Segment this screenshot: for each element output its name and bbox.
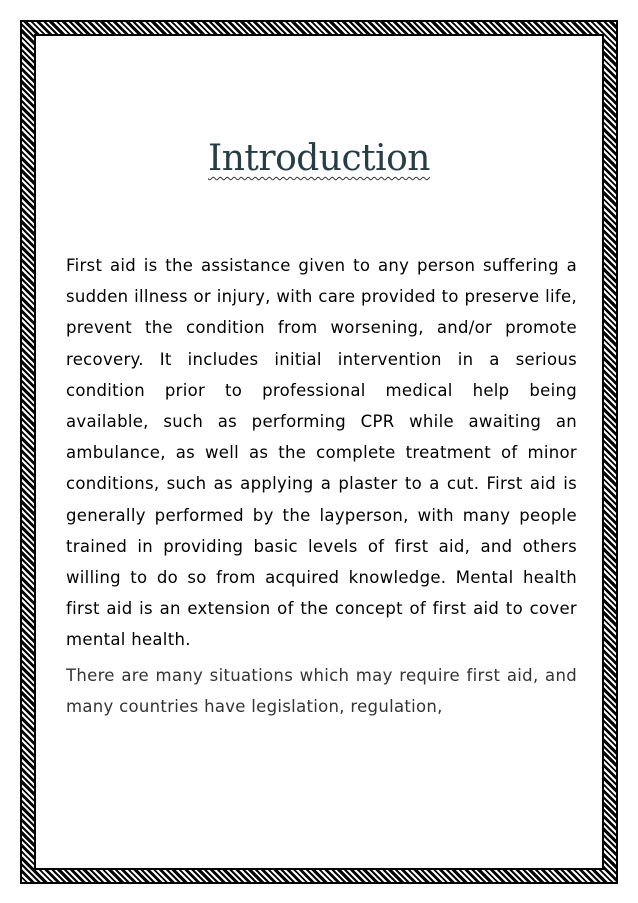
page-title-text: Introduction <box>208 138 430 179</box>
paragraph-2: There are many situations which may require first aid, and many countries have legislation, regulation, <box>66 665 577 716</box>
paragraph-1: First aid is the assistance given to any person suffering a sudden illness or injury, with care provided to preserve life, prevent the condition from worsening, and/or promote recovery. It includes initial intervention in a serious condition prior to professional medical help being available, such as performing CPR while awaiting an ambulance, as well as the complete treatment of minor conditions, such as applying a plaster to a cut. First aid is generally performed by the layperson, with many people trained in providing basic levels of first aid, and others willing to do so from acquired knowledge. Mental health first aid is an extension of the concept of first aid to cover mental health. <box>66 256 577 650</box>
document-body <box>66 250 577 722</box>
page-title <box>0 138 638 179</box>
